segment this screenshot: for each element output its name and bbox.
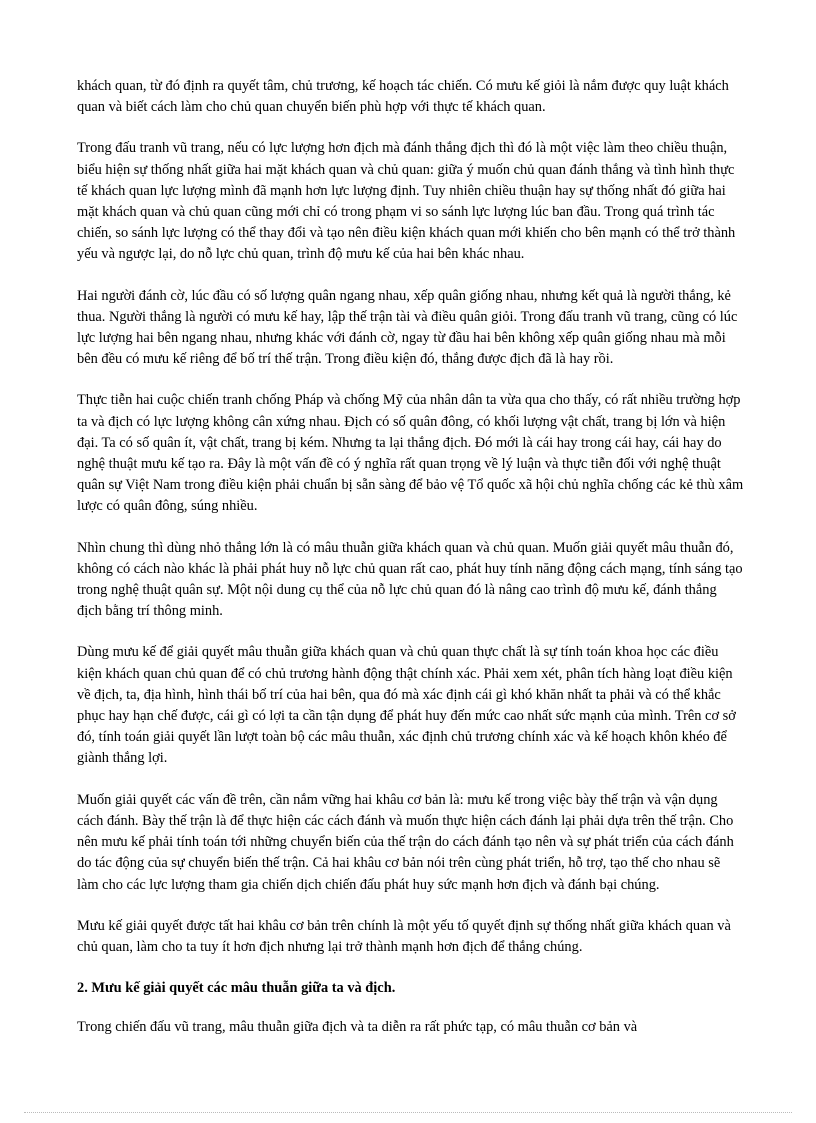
document-page bbox=[77, 76, 745, 1059]
paragraph-9: Trong chiến đấu vũ trang, mâu thuẫn giữa địch và ta diễn ra rất phức tạp, có mâu thuẫn cơ bản và bbox=[77, 1019, 638, 1036]
paragraph-6: Dùng mưu kế để giải quyết mâu thuẫn giữa khách quan và chủ quan thực chất là sự tính toán khoa học các điều kiện khách quan chủ quan để có chủ trương hành động thật chính xác. Phải xem xét, phân tích hàng loạt điều kiện về địch, ta, địa hình, hình thái bố trí của hai bên, qua đó mà xác định cái gì khó khăn nhất ta phải và có thể khắc phục hay hạn chế được, cái gì có lợi ta cần tận dụng để phát huy đến mức cao nhất sức mạnh của mình. Trên cơ sở đó, tính toán giải quyết lần lượt toàn bộ các mâu thuẫn, xác định chủ trương chính xác và kế hoạch khôn khéo để giành thắng lợi. bbox=[77, 644, 736, 767]
paragraph-7: Muốn giải quyết các vấn đề trên, cần nắm vững hai khâu cơ bản là: mưu kế trong việc bày thế trận và vận dụng cách đánh. Bày thế trận là để thực hiện các cách đánh và muốn thực hiện cách đánh lại phải dựa trên thế trận. Cho nên mưu kế phải tính toán tới những chuyển biến của thế trận do cách đánh tạo nên và sự phát triển của cách đánh do tác động của sự chuyển biến thế trận. Cả hai khâu cơ bản nói trên cùng phát triển, hỗ trợ, tạo thế cho nhau sẽ làm cho các lực lượng tham gia chiến dịch chiến đấu phát huy sức mạnh hơn địch và đánh bại chúng. bbox=[77, 791, 734, 893]
paragraph-5: Nhìn chung thì dùng nhỏ thắng lớn là có mâu thuẫn giữa khách quan và chủ quan. Muốn giải quyết mâu thuẫn đó, không có cách nào khác là phải phát huy nỗ lực chủ quan rất cao, phát huy tính năng động cách mạng, tính sáng tạo trong nghệ thuật quân sự. Một nội dung cụ thể của nỗ lực chủ quan đó là nâng cao trình độ mưu kế, đánh thắng địch bằng trí thông minh. bbox=[77, 539, 743, 620]
section-heading: 2. Mưu kế giải quyết các mâu thuẫn giữa ta và địch. bbox=[77, 980, 396, 997]
paragraph-1: khách quan, từ đó định ra quyết tâm, chủ trương, kế hoạch tác chiến. Có mưu kế giỏi là nắm được quy luật khách quan và biết cách làm cho chủ quan chuyển biến phù hợp với thực tế khách quan. bbox=[77, 78, 729, 116]
page-bottom-divider bbox=[24, 1112, 792, 1113]
paragraph-3: Hai người đánh cờ, lúc đầu có số lượng quân ngang nhau, xếp quân giống nhau, nhưng kết quả là người thắng, kẻ thua. Người thắng là người có mưu kế hay, lập thế trận tài và điều quân giỏi. Trong đấu tranh vũ trang, cũng có lúc lực lượng hai bên ngang nhau, nhưng khác với đánh cờ, ngay từ đầu hai bên không xếp quân giống nhau mà mỗi bên đều có mưu kế riêng để bố trí thế trận. Trong điều kiện đó, thắng được địch đã là hay rồi. bbox=[77, 287, 738, 368]
paragraph-2: Trong đấu tranh vũ trang, nếu có lực lượng hơn địch mà đánh thắng địch thì đó là một việc làm theo chiều thuận, biểu hiện sự thống nhất giữa hai mặt khách quan và chủ quan: giữa ý muốn chủ quan đánh thắng và tình hình thực tế khách quan lực lượng mình đã mạnh hơn lực lượng định. Tuy nhiên chiều thuận hay sự thống nhất đó giữa hai mặt khách quan và chủ quan cũng mới chỉ có trong phạm vi so sánh lực lượng lúc ban đầu. Trong quá trình tác chiến, so sánh lực lượng có thể thay đổi và tạo nên điều kiện khách quan mới khiến cho bên mạnh có thể trở thành yếu và ngược lại, do nỗ lực chủ quan, trình độ mưu kế của hai bên khác nhau. bbox=[77, 140, 736, 263]
paragraph-4: Thực tiễn hai cuộc chiến tranh chống Pháp và chống Mỹ của nhân dân ta vừa qua cho thấy, có rất nhiều trường hợp ta và địch có lực lượng không cân xứng nhau. Địch có số quân đông, có khối lượng vật chất, trang bị lớn và hiện đại. Ta có số quân ít, vật chất, trang bị kém. Nhưng ta lại thắng địch. Đó mới là cái hay trong cái hay, cái hay do nghệ thuật mưu kế tạo ra. Đây là một vấn đề có ý nghĩa rất quan trọng về lý luận và thực tiễn đối với nghệ thuật quân sự Việt Nam trong điều kiện phải chuẩn bị sẵn sàng để bảo vệ Tổ quốc xã hội chủ nghĩa chống các kẻ thù xâm lược có quân đông, súng nhiều. bbox=[77, 392, 744, 515]
paragraph-8: Mưu kế giải quyết được tất hai khâu cơ bản trên chính là một yếu tố quyết định sự thống nhất giữa khách quan và chủ quan, làm cho ta tuy ít hơn địch nhưng lại trở thành mạnh hơn địch để thắng chúng. bbox=[77, 917, 731, 955]
